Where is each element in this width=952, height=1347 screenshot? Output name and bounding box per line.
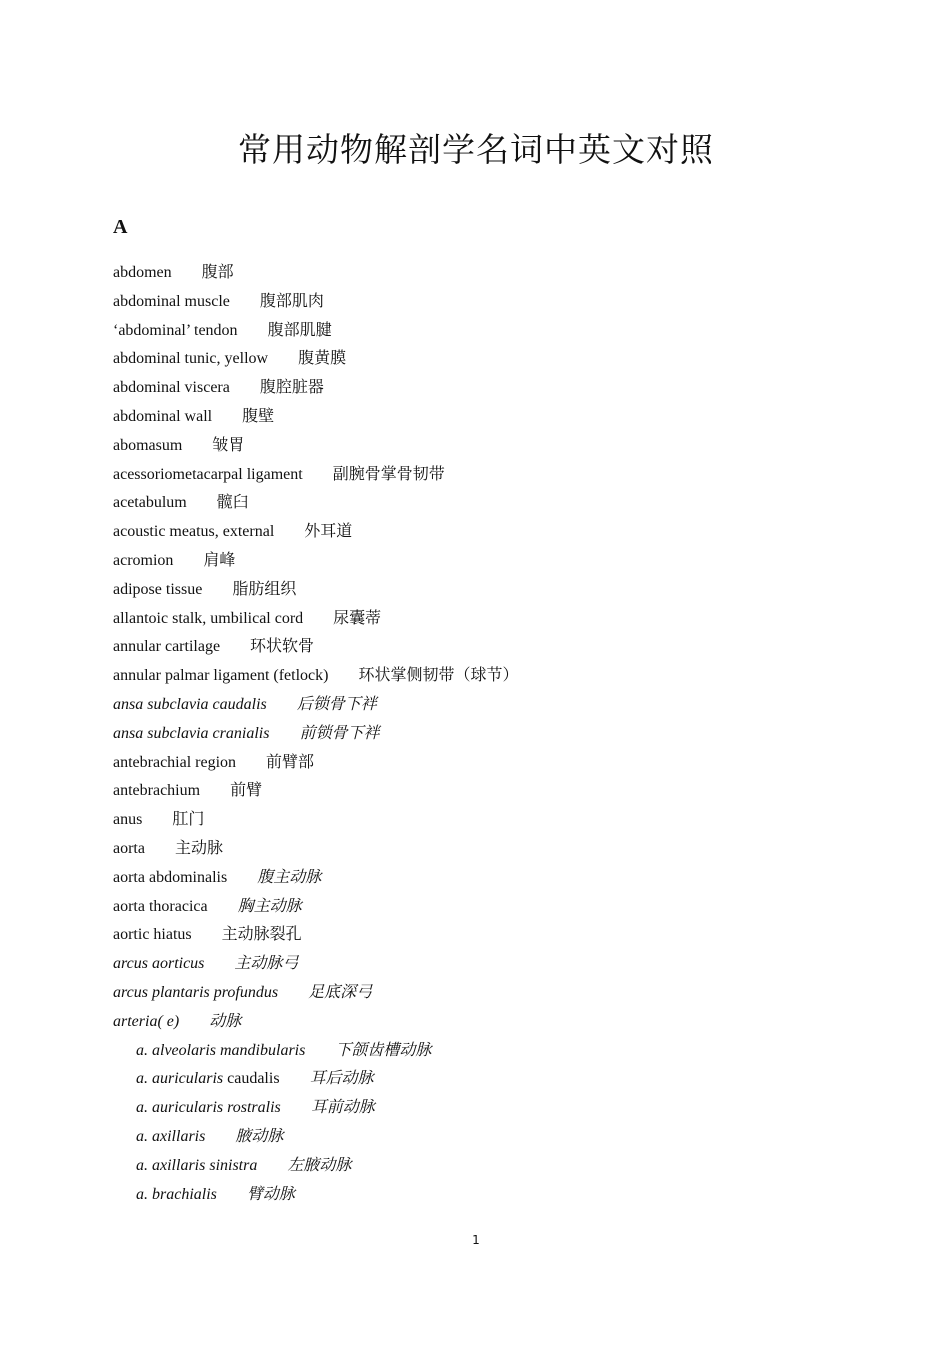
entry-translation: 后锁骨下袢	[296, 695, 377, 713]
glossary-entry	[113, 576, 518, 605]
entry-term: arcus aorticus	[113, 955, 205, 973]
glossary-entry	[113, 893, 518, 922]
entry-term: abdominal viscera	[113, 379, 230, 397]
entry-translation: 皱胃	[212, 436, 245, 454]
page-number: 1	[472, 1233, 480, 1247]
entry-term: abdominal muscle	[113, 292, 230, 310]
entry-term-plain: caudalis	[223, 1070, 280, 1088]
entry-translation: 耳后动脉	[309, 1070, 374, 1088]
entry-translation: 腋动脉	[235, 1127, 284, 1145]
glossary-entry	[113, 979, 518, 1008]
glossary-entry	[113, 633, 518, 662]
entry-term: abdomen	[113, 264, 172, 281]
entry-term: a. auricularis rostralis	[136, 1099, 281, 1117]
entry-translation: 腹部肌肉	[259, 292, 324, 310]
entry-translation: 耳前动脉	[310, 1099, 375, 1117]
entry-term	[136, 1065, 280, 1094]
entry-translation: 足底深弓	[308, 983, 373, 1001]
glossary-entry	[113, 864, 518, 893]
glossary-entry	[113, 835, 518, 864]
glossary-entry	[113, 691, 518, 720]
entry-translation: 脂肪组织	[232, 580, 297, 598]
glossary-entry	[113, 461, 518, 490]
glossary-entry	[113, 432, 518, 461]
entry-term: annular palmar ligament (fetlock)	[113, 667, 329, 685]
entry-translation: 前锁骨下袢	[299, 724, 380, 742]
entry-translation: 主动脉弓	[234, 955, 299, 973]
entry-term: acessoriometacarpal ligament	[113, 465, 303, 483]
glossary-entry	[113, 547, 518, 576]
glossary-entry	[113, 317, 518, 346]
entry-term: ansa subclavia caudalis	[113, 695, 267, 713]
entry-translation: 腹黄膜	[298, 350, 347, 368]
entry-term: abdominal tunic, yellow	[113, 350, 269, 368]
entry-term: acetabulum	[113, 494, 187, 512]
entry-term: a. brachialis	[136, 1185, 217, 1203]
glossary-entry	[113, 605, 518, 634]
glossary-entry	[113, 921, 518, 950]
glossary-entry	[113, 1008, 518, 1037]
glossary-subentry	[113, 1181, 518, 1210]
entry-translation: 胸主动脉	[237, 897, 302, 915]
entry-translation: 环状软骨	[250, 638, 315, 656]
entry-term: antebrachial region	[113, 753, 237, 771]
entry-term: a. alveolaris mandibularis	[136, 1041, 306, 1059]
entry-translation: 肩峰	[203, 551, 236, 569]
entry-translation: 腹腔脏器	[259, 379, 324, 397]
entry-term: ansa subclavia cranialis	[113, 724, 270, 742]
entry-translation: 髋臼	[216, 494, 249, 512]
entry-translation: 前臂部	[266, 753, 315, 771]
entry-translation: 臂动脉	[246, 1185, 295, 1203]
entry-term: antebrachium	[113, 782, 201, 800]
glossary-subentry	[113, 1065, 518, 1094]
entry-translation: 主动脉	[174, 839, 223, 857]
entry-term: acromion	[113, 551, 174, 569]
entry-term: abomasum	[113, 436, 183, 454]
entry-translation: 前臂	[230, 782, 263, 800]
entry-term: a. axillaris	[136, 1127, 206, 1145]
entry-term: aorta	[113, 839, 145, 857]
entry-translation: 腹部肌腱	[267, 321, 332, 339]
glossary-subentry	[113, 1094, 518, 1123]
glossary-entry	[113, 518, 518, 547]
entry-term-italic: a. auricularis	[136, 1070, 224, 1088]
glossary-entry	[113, 806, 518, 835]
entry-translation: 副腕骨掌骨韧带	[332, 465, 445, 483]
glossary-entry	[113, 777, 518, 806]
glossary-list	[113, 259, 518, 1209]
entry-term: a. axillaris sinistra	[136, 1156, 258, 1174]
entry-term: acoustic meatus, external	[113, 523, 275, 541]
page-title: 常用动物解剖学名词中英文对照	[238, 130, 714, 169]
entry-term: abdominal wall	[113, 407, 213, 425]
entry-translation: 主动脉裂孔	[221, 926, 302, 944]
entry-translation: 环状掌侧韧带（球节）	[358, 667, 519, 685]
glossary-entry	[113, 489, 518, 518]
entry-translation: 左腋动脉	[287, 1156, 352, 1174]
entry-term: aorta thoracica	[113, 897, 208, 915]
glossary-entry	[113, 662, 518, 691]
glossary-subentry	[113, 1037, 518, 1066]
glossary-entry	[113, 749, 518, 778]
entry-term: adipose tissue	[113, 580, 203, 598]
entry-translation: 腹壁	[242, 407, 275, 425]
entry-term: allantoic stalk, umbilical cord	[113, 609, 304, 627]
entry-term: arteria( e)	[113, 1012, 180, 1030]
glossary-entry	[113, 950, 518, 979]
glossary-entry	[113, 345, 518, 374]
entry-term: aorta abdominalis	[113, 868, 228, 886]
entry-translation: 肛门	[172, 811, 205, 829]
entry-translation: 腹主动脉	[257, 868, 322, 886]
entry-translation: 腹部	[201, 264, 234, 281]
glossary-entry	[113, 374, 518, 403]
glossary-subentry	[113, 1123, 518, 1152]
glossary-entry	[113, 288, 518, 317]
entry-term: aortic hiatus	[113, 926, 192, 944]
glossary-entry	[113, 403, 518, 432]
entry-term: anus	[113, 811, 143, 829]
glossary-entry	[113, 720, 518, 749]
entry-term: annular cartilage	[113, 638, 221, 656]
glossary-subentry	[113, 1152, 518, 1181]
entry-translation: 尿囊蒂	[333, 609, 382, 627]
entry-term: arcus plantaris profundus	[113, 983, 279, 1001]
entry-term: ‘abdominal’ tendon	[113, 321, 238, 339]
glossary-entry	[113, 259, 518, 288]
entry-translation: 下颌齿槽动脉	[335, 1041, 432, 1059]
section-letter: A	[113, 216, 128, 238]
entry-translation: 动脉	[209, 1012, 242, 1030]
entry-translation: 外耳道	[304, 523, 353, 541]
